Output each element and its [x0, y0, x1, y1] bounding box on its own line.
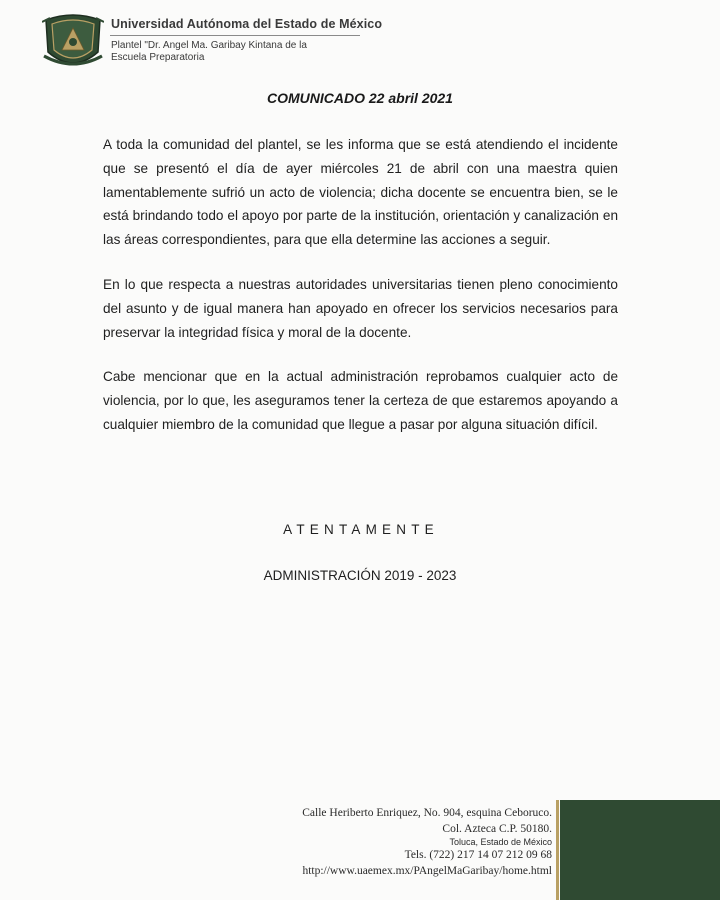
footer-green-block — [560, 800, 720, 900]
plantel-line-1: Plantel "Dr. Angel Ma. Garibay Kintana de la — [111, 40, 307, 51]
document-title: COMUNICADO 22 abril 2021 — [267, 90, 453, 106]
footer-gold-stripe — [556, 800, 559, 900]
paragraph-2: En lo que respecta a nuestras autoridades universitarias tienen pleno conocimiento del asunto y de igual manera han apoyado en ofrecer los servicios necesarios para preservar la integridad física y moral de la docente. — [103, 276, 618, 340]
university-name: Universidad Autónoma del Estado de México — [111, 17, 383, 31]
uaemex-shield-logo — [42, 12, 104, 70]
header-divider — [110, 35, 360, 36]
closing-text: ATENTAMENTE — [283, 522, 439, 537]
address-url: http://www.uaemex.mx/PAngelMaGaribay/home.html — [302, 864, 552, 877]
plantel-line-2: Escuela Preparatoria — [111, 52, 205, 63]
address-street: Calle Heriberto Enriquez, No. 904, esquina Ceboruco. — [302, 807, 552, 819]
paragraph-1: A toda la comunidad del plantel, se les informa que se está atendiendo el incidente que se presentó el día de ayer miércoles 21 de abril con una maestra quien lamentablemente sufrió un acto de violencia; dicha docente se encuentra bien, se le está brindando todo el apoyo por parte de la institución, orientación y canalización en las áreas correspondientes, para que ella determine las acciones a seguir. — [103, 137, 618, 248]
document-body — [103, 133, 618, 458]
footer-address — [302, 806, 552, 879]
paragraph-3: Cabe mencionar que en la actual administración reprobamos cualquier acto de violencia, por lo que, les aseguramos tener la certeza de que estaremos apoyando a cualquier miembro de la comunidad que llegue a pasar por alguna situación difícil. — [103, 369, 618, 432]
address-city: Toluca, Estado de México — [449, 837, 552, 847]
signature-line: ADMINISTRACIÓN 2019 - 2023 — [263, 568, 457, 583]
address-colonia: Col. Azteca C.P. 50180. — [442, 822, 552, 835]
address-phones: Tels. (722) 217 14 07 212 09 68 — [404, 849, 552, 861]
plantel-name — [111, 40, 351, 64]
